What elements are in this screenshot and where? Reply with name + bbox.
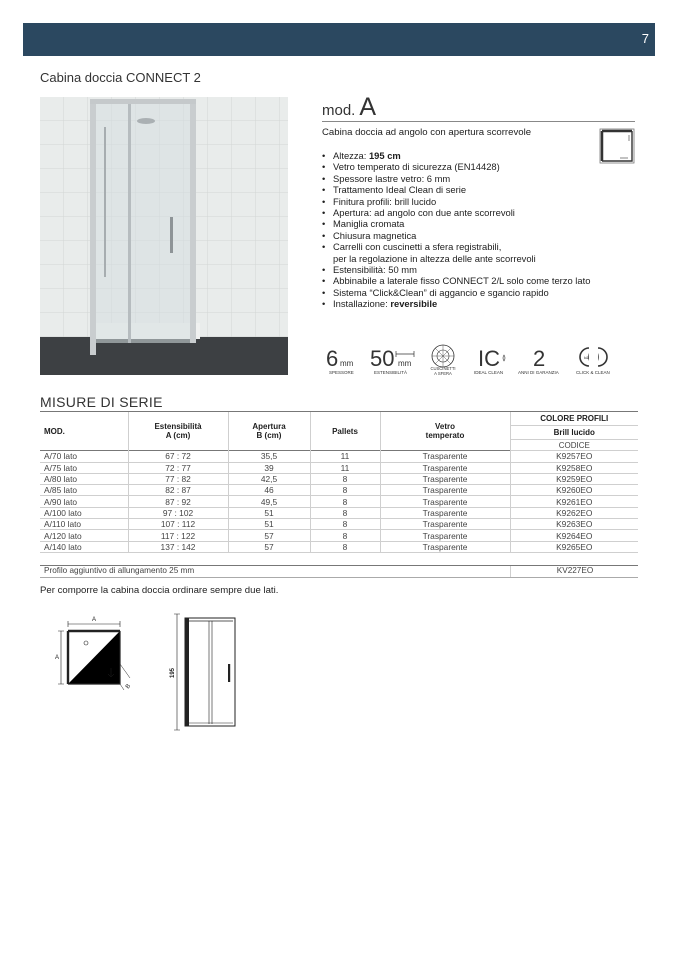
extra-label: Profilo aggiuntivo di allungamento 25 mm <box>44 566 195 575</box>
feature-item: • Sistema “Click&Clean” di aggancio e sgancio rapido <box>322 287 622 298</box>
product-title: Cabina doccia CONNECT 2 <box>40 70 201 85</box>
svg-text:IC: IC <box>478 346 500 371</box>
col-ext: Estensibilità A (cm) <box>128 412 228 451</box>
cell-pallets: 8 <box>310 485 380 496</box>
cell-mod: A/100 lato <box>40 507 128 518</box>
product-photo <box>40 97 288 375</box>
bearings-label-2: A SFERA <box>434 371 452 376</box>
cell-ap: 57 <box>228 541 310 552</box>
feature-item: • Altezza: 195 cm <box>322 150 622 161</box>
feature-item: per la regolazione in altezza delle ante scorrevoli <box>333 252 536 264</box>
cell-pallets: 8 <box>310 473 380 484</box>
height-label: 195 <box>170 667 176 678</box>
thickness-label: SPESSORE <box>329 370 354 375</box>
cell-ext: 107 : 112 <box>128 519 228 530</box>
plan-label-b: B <box>124 683 133 691</box>
table-row <box>40 473 638 484</box>
table-row <box>40 541 638 552</box>
extra-profile-row <box>40 565 638 578</box>
col-apertura: Apertura B (cm) <box>228 412 310 451</box>
cell-mod: A/110 lato <box>40 519 128 530</box>
cell-ap: 49,5 <box>228 496 310 507</box>
click-label: CLICK & CLEAN <box>576 370 610 375</box>
model-heading <box>322 93 376 122</box>
cell-vetro: Trasparente <box>380 507 510 518</box>
cell-code: K9265EO <box>510 541 638 552</box>
cell-vetro: Trasparente <box>380 496 510 507</box>
cell-pallets: 8 <box>310 530 380 541</box>
cell-code: K9264EO <box>510 530 638 541</box>
col-brill: Brill lucido <box>510 426 638 440</box>
cell-vetro: Trasparente <box>380 462 510 473</box>
bearings-icon <box>430 345 455 376</box>
product-subtitle: Cabina doccia ad angolo con apertura scorrevole <box>322 127 532 138</box>
col-pallets: Pallets <box>310 412 380 451</box>
feature-list <box>322 150 622 310</box>
thickness-value: 6 <box>326 346 339 371</box>
bearings-label-1: CUSCINETTI <box>430 366 456 371</box>
table-row <box>40 451 638 462</box>
cell-ext: 67 : 72 <box>128 451 228 462</box>
feature-item: • Apertura: ad angolo con due ante scorrevoli <box>322 207 622 218</box>
divider <box>322 121 635 122</box>
feature-item: • Estensibilità: 50 mm <box>322 264 622 275</box>
cell-mod: A/85 lato <box>40 485 128 496</box>
cell-ap: 35,5 <box>228 451 310 462</box>
cell-mod: A/75 lato <box>40 462 128 473</box>
sizes-table <box>40 411 638 553</box>
cell-ap: 39 <box>228 462 310 473</box>
cell-ap: 57 <box>228 530 310 541</box>
cell-vetro: Trasparente <box>380 519 510 530</box>
feature-item: • Chiusura magnetica <box>322 230 622 241</box>
ideal-clean-icon <box>474 346 505 375</box>
table-row <box>40 507 638 518</box>
cell-code: K9259EO <box>510 473 638 484</box>
feature-item: • Carrelli con cuscinetti a sfera registrabili, <box>322 241 622 252</box>
cell-pallets: 8 <box>310 541 380 552</box>
cell-pallets: 8 <box>310 507 380 518</box>
cell-pallets: 11 <box>310 462 380 473</box>
cell-ext: 77 : 82 <box>128 473 228 484</box>
feature-item: • Spessore lastre vetro: 6 mm <box>322 173 622 184</box>
cell-mod: A/70 lato <box>40 451 128 462</box>
cell-mod: A/140 lato <box>40 541 128 552</box>
cell-code: K9260EO <box>510 485 638 496</box>
table-row <box>40 496 638 507</box>
cell-code: K9263EO <box>510 519 638 530</box>
section-title: MISURE DI SERIE <box>40 394 163 410</box>
col-colore: COLORE PROFILI <box>510 412 638 426</box>
order-note: Per comporre la cabina doccia ordinare sempre due lati. <box>40 585 279 596</box>
feature-item: • Finitura profili: brill lucido <box>322 196 622 207</box>
plan-label-a-top: A <box>91 617 97 623</box>
cell-pallets: 8 <box>310 496 380 507</box>
cell-pallets: 11 <box>310 451 380 462</box>
col-vetro: Vetro temperato <box>380 412 510 451</box>
cell-code: K9258EO <box>510 462 638 473</box>
cell-vetro: Trasparente <box>380 541 510 552</box>
feature-item: • Installazione: reversibile <box>322 298 622 309</box>
thickness-icon <box>326 346 354 375</box>
cell-pallets: 8 <box>310 519 380 530</box>
feature-item: • Trattamento Ideal Clean di serie <box>322 184 622 195</box>
cell-code: K9261EO <box>510 496 638 507</box>
feature-item: • Abbinabile a laterale fisso CONNECT 2/L solo come terzo lato <box>322 275 622 286</box>
ext-value: 50 <box>370 346 395 371</box>
feature-item: • Vetro temperato di sicurezza (EN14428) <box>322 161 622 172</box>
table-row <box>40 462 638 473</box>
ext-label: ESTENSIBILITÀ <box>374 370 408 375</box>
cell-mod: A/120 lato <box>40 530 128 541</box>
table-row <box>40 519 638 530</box>
extra-code: KV227EO <box>510 566 639 577</box>
cell-vetro: Trasparente <box>380 530 510 541</box>
col-codice: CODICE <box>510 440 638 451</box>
feature-icons <box>322 343 638 376</box>
plan-drawing <box>48 612 148 694</box>
table-row <box>40 485 638 496</box>
cell-ext: 87 : 92 <box>128 496 228 507</box>
col-mod: MOD. <box>40 412 128 451</box>
warranty-label: ANNI DI GARANZIA <box>518 370 559 375</box>
cell-ext: 82 : 87 <box>128 485 228 496</box>
header-bar <box>23 23 655 56</box>
cell-vetro: Trasparente <box>380 485 510 496</box>
page-number: 7 <box>641 31 649 46</box>
cell-ap: 51 <box>228 507 310 518</box>
warranty-icon <box>518 346 559 375</box>
model-letter: A <box>359 93 377 121</box>
cell-ap: 42,5 <box>228 473 310 484</box>
feature-item: • Maniglia cromata <box>322 218 622 229</box>
cell-ext: 117 : 122 <box>128 530 228 541</box>
click-clean-icon <box>576 347 610 375</box>
cell-ext: 72 : 77 <box>128 462 228 473</box>
cell-vetro: Trasparente <box>380 473 510 484</box>
front-drawing <box>165 612 245 732</box>
cell-mod: A/80 lato <box>40 473 128 484</box>
ic-label: IDEAL CLEAN <box>474 370 504 375</box>
cell-vetro: Trasparente <box>380 451 510 462</box>
svg-text:k&: k& <box>584 355 589 360</box>
cell-ap: 51 <box>228 519 310 530</box>
warranty-value: 2 <box>533 346 546 371</box>
cell-code: K9257EO <box>510 451 638 462</box>
ext-unit: mm <box>398 359 412 368</box>
cell-ap: 46 <box>228 485 310 496</box>
cell-mod: A/90 lato <box>40 496 128 507</box>
thickness-unit: mm <box>340 359 354 368</box>
cell-code: K9262EO <box>510 507 638 518</box>
cell-ext: 97 : 102 <box>128 507 228 518</box>
table-row <box>40 530 638 541</box>
model-prefix: mod. <box>322 102 356 119</box>
extensibility-icon <box>370 346 414 375</box>
plan-label-a-left: A <box>55 655 60 661</box>
cell-ext: 137 : 142 <box>128 541 228 552</box>
